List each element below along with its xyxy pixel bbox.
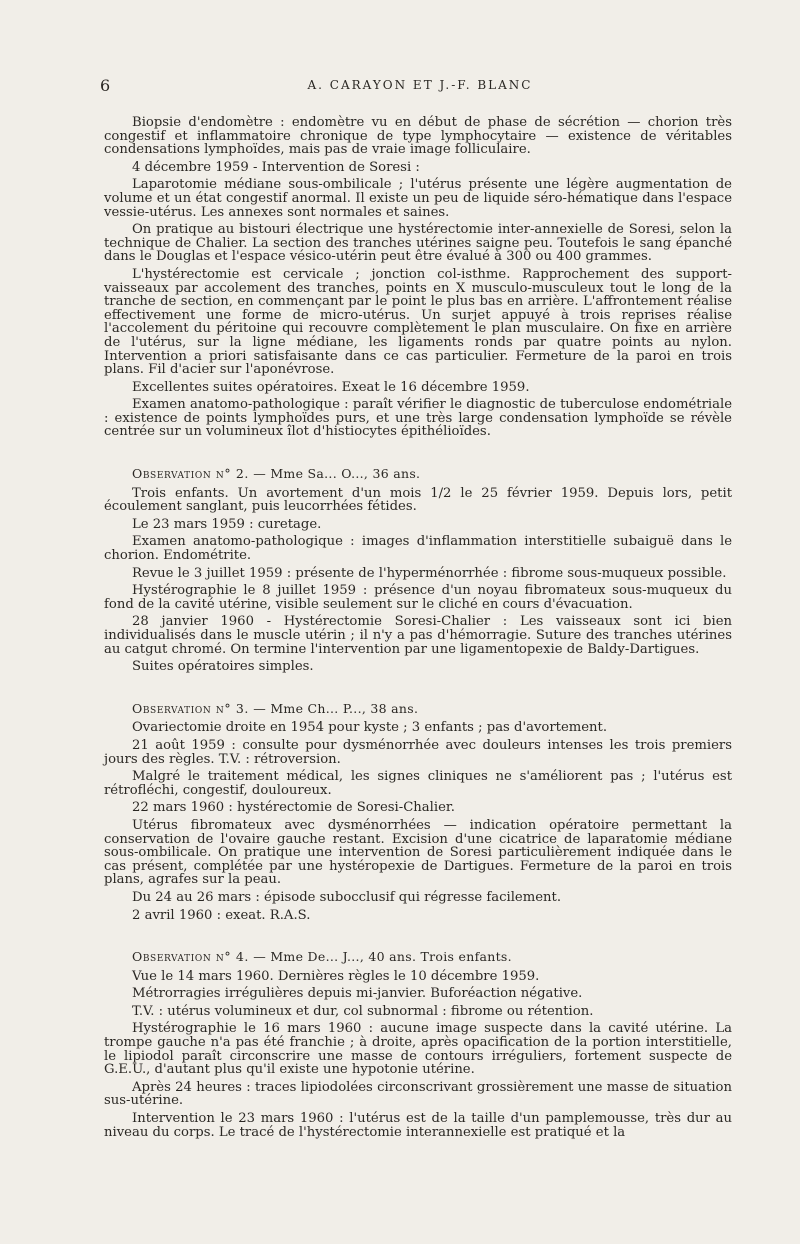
paragraph: Hystérographie le 16 mars 1960 : aucune image suspecte dans la cavité utérine. La trompe gauche n'a pas été franchie ; à droite, après opacification de la portion interstitielle, le lipiodol paraît circonscrire une masse de contours irréguliers, fortement suspecte de G.E.U., d'autant plus qu'il existe une hypotonie utérine.: [104, 1021, 732, 1078]
paragraph: Le 23 mars 1959 : curetage.: [132, 516, 322, 532]
observation-4: [104, 950, 732, 1139]
paragraph: Biopsie d'endomètre : endomètre vu en début de phase de sécrétion — chorion très congestif et inflammatoire chronique de type lymphocytaire — existence de véritables condensations lymphoïdes, mais pas de vraie image folliculaire.: [104, 115, 732, 158]
observation-2: [104, 467, 732, 674]
paragraph: Hystérographie le 8 juillet 1959 : présence d'un noyau fibromateux sous-muqueux du fond de la cavité utérine, visible seulement sur le cliché en cours d'évacuation.: [104, 583, 732, 612]
paragraph: Du 24 au 26 mars : épisode subocclusif qui régresse facilement.: [132, 889, 562, 905]
paragraph: Après 24 heures : traces lipiodolées circonscrivant grossièrement une masse de situation sus-utérine.: [104, 1079, 732, 1109]
paragraph: Trois enfants. Un avortement d'un mois 1/2 le 25 février 1959. Depuis lors, petit écoulement sanglant, puis leucorrhées fétides.: [104, 485, 732, 515]
paragraph: Revue le 3 juillet 1959 : présente de l'hyperménorrhée : fibrome sous-muqueux possible.: [132, 565, 727, 581]
observation-number: Observation n° 2.: [132, 466, 249, 482]
observation-heading: [132, 702, 732, 716]
paragraph: 22 mars 1960 : hystérectomie de Soresi-Chalier.: [132, 800, 455, 816]
paragraph: On pratique au bistouri électrique une hystérectomie inter-annexielle de Soresi, selon la technique de Chalier. La section des tranches utérines saigne peu. Toutefois le sang épanché dans le Douglas et l'espace vésico-utérin peut être évalué à 300 ou 400 grammes.: [104, 222, 732, 265]
paragraph: Malgré le traitement médical, les signes cliniques ne s'améliorent pas ; l'utérus est rétrofléchi, congestif, douloureux.: [104, 769, 732, 798]
document-body: [104, 116, 732, 1143]
paragraph: Examen anatomo-pathologique : paraît vérifier le diagnostic de tuberculose endométriale : existence de points lymphoïdes purs, et une très large condensation lymphoïde se révèle centrée sur un volumineux îlot d'histiocytes épithélioïdes.: [104, 397, 732, 440]
paragraph: 2 avril 1960 : exeat. R.A.S.: [132, 907, 311, 923]
observation-1-continuation: [104, 116, 732, 439]
paragraph: Métrorragies irrégulières depuis mi-janvier. Buforéaction négative.: [132, 986, 583, 1002]
paragraph: T.V. : utérus volumineux et dur, col subnormal : fibrome ou rétention.: [132, 1003, 594, 1019]
observation-patient: — Mme De... J..., 40 ans. Trois enfants.: [253, 949, 512, 965]
paragraph: Excellentes suites opératoires. Exeat le 16 décembre 1959.: [132, 379, 530, 395]
observation-patient: — Mme Ch... P..., 38 ans.: [253, 700, 419, 716]
observation-number: Observation n° 3.: [132, 700, 249, 716]
paragraph: Ovariectomie droite en 1954 pour kyste ; 3 enfants ; pas d'avortement.: [132, 720, 608, 736]
paragraph: Laparotomie médiane sous-ombilicale ; l'utérus présente une légère augmentation de volume et un état congestif anormal. Il existe un peu de liquide séro-hématique dans l'espace vessie-utérus. Les annexes sont normales et saines.: [104, 177, 732, 220]
observation-number: Observation n° 4.: [132, 949, 249, 965]
page-header: [100, 76, 740, 96]
paragraph: 28 janvier 1960 - Hystérectomie Soresi-Chalier : Les vaisseaux sont ici bien individualisés dans le muscle utérin ; il n'y a pas d'hémorragie. Suture des tranches utérines au catgut chromé. On termine l'intervention par une ligamentopexie de Baldy-Dartigues.: [104, 614, 732, 657]
paragraph: 4 décembre 1959 - Intervention de Soresi :: [132, 159, 420, 175]
observation-3: [104, 702, 732, 922]
paragraph: Utérus fibromateux avec dysménorrhées — indication opératoire permettant la conservation de l'ovaire gauche restant. Excision d'une cicatrice de laparatomie médiane sous-ombilicale. On pratique une intervention de Soresi particulièrement indiquée dans le cas présent, complétée par une hystéropexie de Dartigues. Fermeture de la paroi en trois plans, agrafes sur la peau.: [104, 817, 732, 888]
paragraph: Suites opératoires simples.: [132, 659, 314, 675]
paragraph: 21 août 1959 : consulte pour dysménorrhée avec douleurs intenses les trois premiers jours des règles. T.V. : rétroversion.: [104, 737, 732, 767]
running-head: A. CARAYON ET J.-F. BLANC: [307, 78, 533, 92]
observation-heading: [132, 467, 732, 481]
paragraph: L'hystérectomie est cervicale ; jonction col-isthme. Rapprochement des support-vaisseaux par accolement des tranches, points en X musculo-musculeux tout le long de la tranche de section, en commençant par le point le plus bas en arrière. L'affrontement réalise effectivement une forme de micro-utérus. Un surjet appuyé à trois reprises réalise l'accolement du péritoine qui recouvre complètement le plan musculaire. On fixe en arrière de l'utérus, sur la ligne médiane, les ligaments ronds par quatre points au nylon. Intervention a priori satisfaisante dans ce cas particulier. Fermeture de la paroi en trois plans. Fil d'acier sur l'aponévrose.: [104, 266, 732, 378]
observation-patient: — Mme Sa... O..., 36 ans.: [253, 466, 421, 482]
paragraph: Vue le 14 mars 1960. Dernières règles le 10 décembre 1959.: [132, 968, 540, 984]
paragraph: Intervention le 23 mars 1960 : l'utérus est de la taille d'un pamplemousse, très dur au niveau du corps. Le tracé de l'hystérectomie interannexielle est pratiqué et la: [104, 1111, 732, 1140]
page-number: 6: [100, 76, 111, 95]
observation-heading: [132, 950, 732, 964]
paragraph: Examen anatomo-pathologique : images d'inflammation interstitielle subaiguë dans le chorion. Endométrite.: [104, 534, 732, 564]
